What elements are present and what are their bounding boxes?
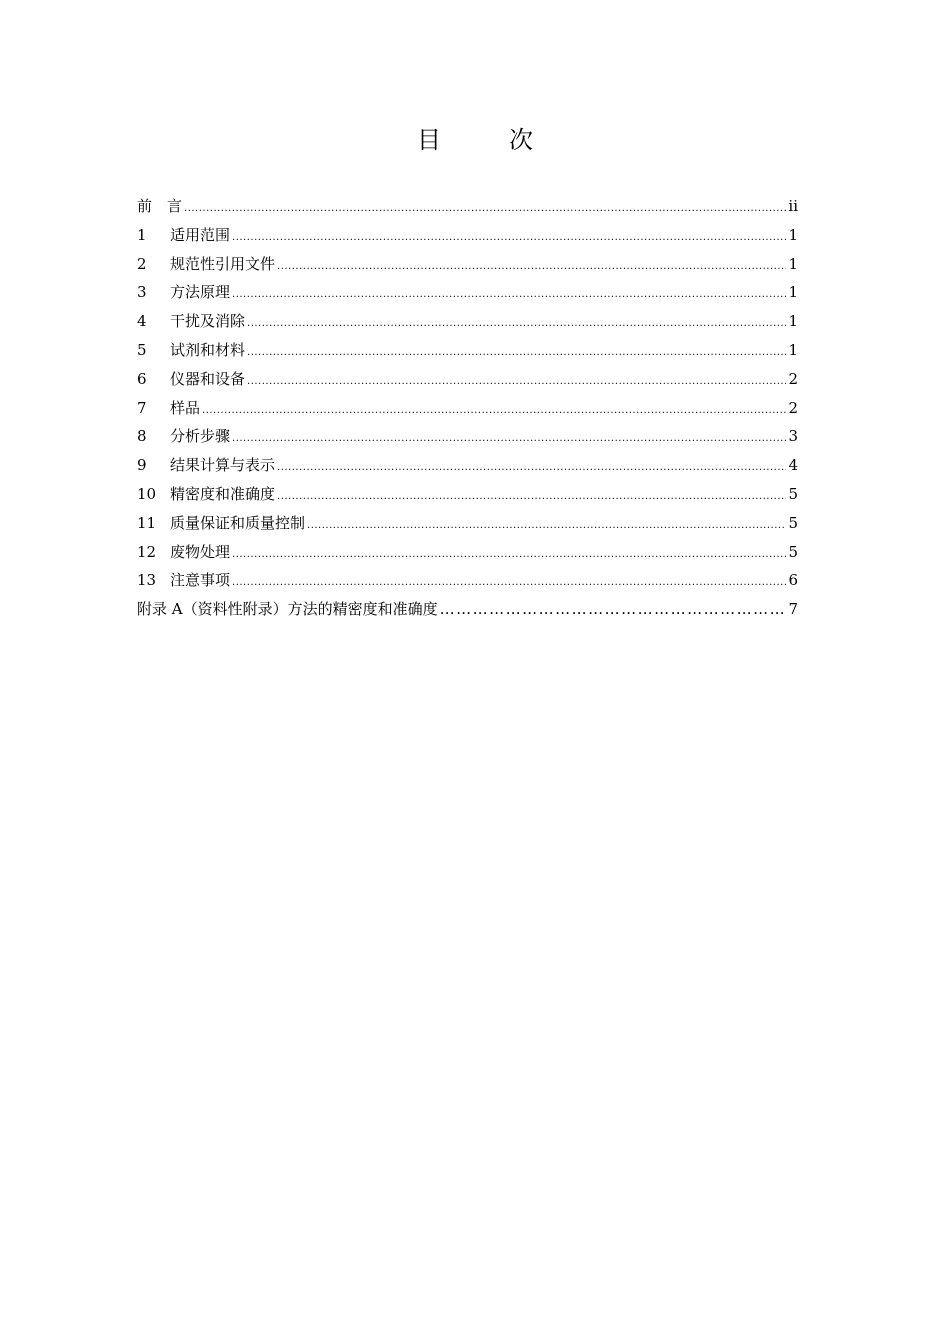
toc-entry-title: 方法原理 — [170, 283, 231, 302]
toc-leader-dots — [307, 512, 786, 538]
toc-entry-title: 干扰及消除 — [170, 312, 246, 331]
toc-section-number: 7 — [137, 398, 147, 417]
toc-section-number: 13 — [137, 571, 157, 590]
toc-section-number: 8 — [137, 427, 147, 446]
toc-page-number: 1 — [788, 283, 798, 302]
toc-page-number: 1 — [788, 225, 798, 244]
toc-leader-dots — [277, 454, 786, 480]
toc-entry-10[interactable] — [137, 480, 798, 509]
toc-entry-1[interactable] — [137, 221, 798, 250]
toc-entry-5[interactable] — [137, 336, 798, 365]
toc-section-number: 3 — [137, 283, 147, 302]
toc-entry-title: 精密度和准确度 — [170, 484, 276, 503]
toc-leader-dots — [232, 281, 786, 307]
toc-entry-title: 适用范围 — [170, 225, 231, 244]
toc-page-number: 2 — [788, 398, 798, 417]
toc-leader-dots — [247, 339, 786, 365]
toc-leader-dots — [247, 368, 786, 394]
toc-entry-2[interactable] — [137, 250, 798, 279]
toc-page-number: 1 — [788, 340, 798, 359]
toc-leader-dots — [247, 310, 786, 336]
toc-page-number: ii — [788, 197, 798, 215]
toc-page-number: 1 — [788, 312, 798, 331]
toc-page-number: 2 — [788, 369, 798, 388]
toc-entry-9[interactable] — [137, 451, 798, 480]
toc-leader-dots — [232, 224, 786, 250]
toc-entry-title: 试剂和材料 — [170, 340, 246, 359]
toc-entry-title: 仪器和设备 — [170, 369, 246, 388]
toc-entry-foreword[interactable] — [137, 192, 798, 221]
toc-section-number: 2 — [137, 254, 147, 273]
toc-section-number: 10 — [137, 484, 157, 503]
toc-entry-title: 附录 A（资料性附录）方法的精密度和准确度 — [137, 600, 438, 619]
toc-page-number: 1 — [788, 254, 798, 273]
toc-page-number: 4 — [788, 456, 798, 475]
toc-section-number: 11 — [137, 513, 157, 532]
table-of-contents — [137, 192, 798, 624]
toc-entry-7[interactable] — [137, 394, 798, 423]
page-title: 目 次 — [417, 126, 555, 154]
toc-section-number: 6 — [137, 369, 147, 388]
toc-leader-dots — [277, 483, 786, 509]
toc-entry-6[interactable] — [137, 365, 798, 394]
toc-entry-appendix-a[interactable] — [137, 595, 798, 624]
toc-section-number: 5 — [137, 340, 147, 359]
toc-entry-4[interactable] — [137, 307, 798, 336]
toc-section-number: 9 — [137, 456, 147, 475]
toc-leader-dots — [440, 595, 787, 624]
toc-entry-title: 质量保证和质量控制 — [170, 513, 306, 532]
toc-page-number: 3 — [788, 427, 798, 446]
toc-entry-title: 前 言 — [137, 197, 183, 215]
toc-entry-title: 规范性引用文件 — [170, 254, 276, 273]
toc-section-number: 4 — [137, 312, 147, 331]
toc-page-number: 6 — [788, 571, 798, 590]
toc-leader-dots — [184, 195, 786, 221]
toc-section-number: 1 — [137, 225, 147, 244]
toc-entry-11[interactable] — [137, 509, 798, 538]
toc-entry-title: 结果计算与表示 — [170, 456, 276, 475]
toc-entry-12[interactable] — [137, 538, 798, 567]
toc-leader-dots — [232, 425, 786, 451]
toc-entry-title: 样品 — [170, 398, 201, 417]
toc-section-number: 12 — [137, 542, 157, 561]
toc-entry-8[interactable] — [137, 422, 798, 451]
toc-entry-title: 废物处理 — [170, 542, 231, 561]
toc-page-number: 5 — [788, 542, 798, 561]
toc-page-number: 7 — [788, 600, 798, 619]
toc-leader-dots — [277, 253, 786, 279]
toc-page-number: 5 — [788, 484, 798, 503]
toc-leader-dots — [202, 397, 786, 423]
toc-leader-dots — [232, 569, 786, 595]
toc-leader-dots — [232, 541, 786, 567]
toc-entry-13[interactable] — [137, 566, 798, 595]
toc-entry-3[interactable] — [137, 278, 798, 307]
toc-entry-title: 分析步骤 — [170, 427, 231, 446]
toc-page-number: 5 — [788, 513, 798, 532]
toc-entry-title: 注意事项 — [170, 571, 231, 590]
